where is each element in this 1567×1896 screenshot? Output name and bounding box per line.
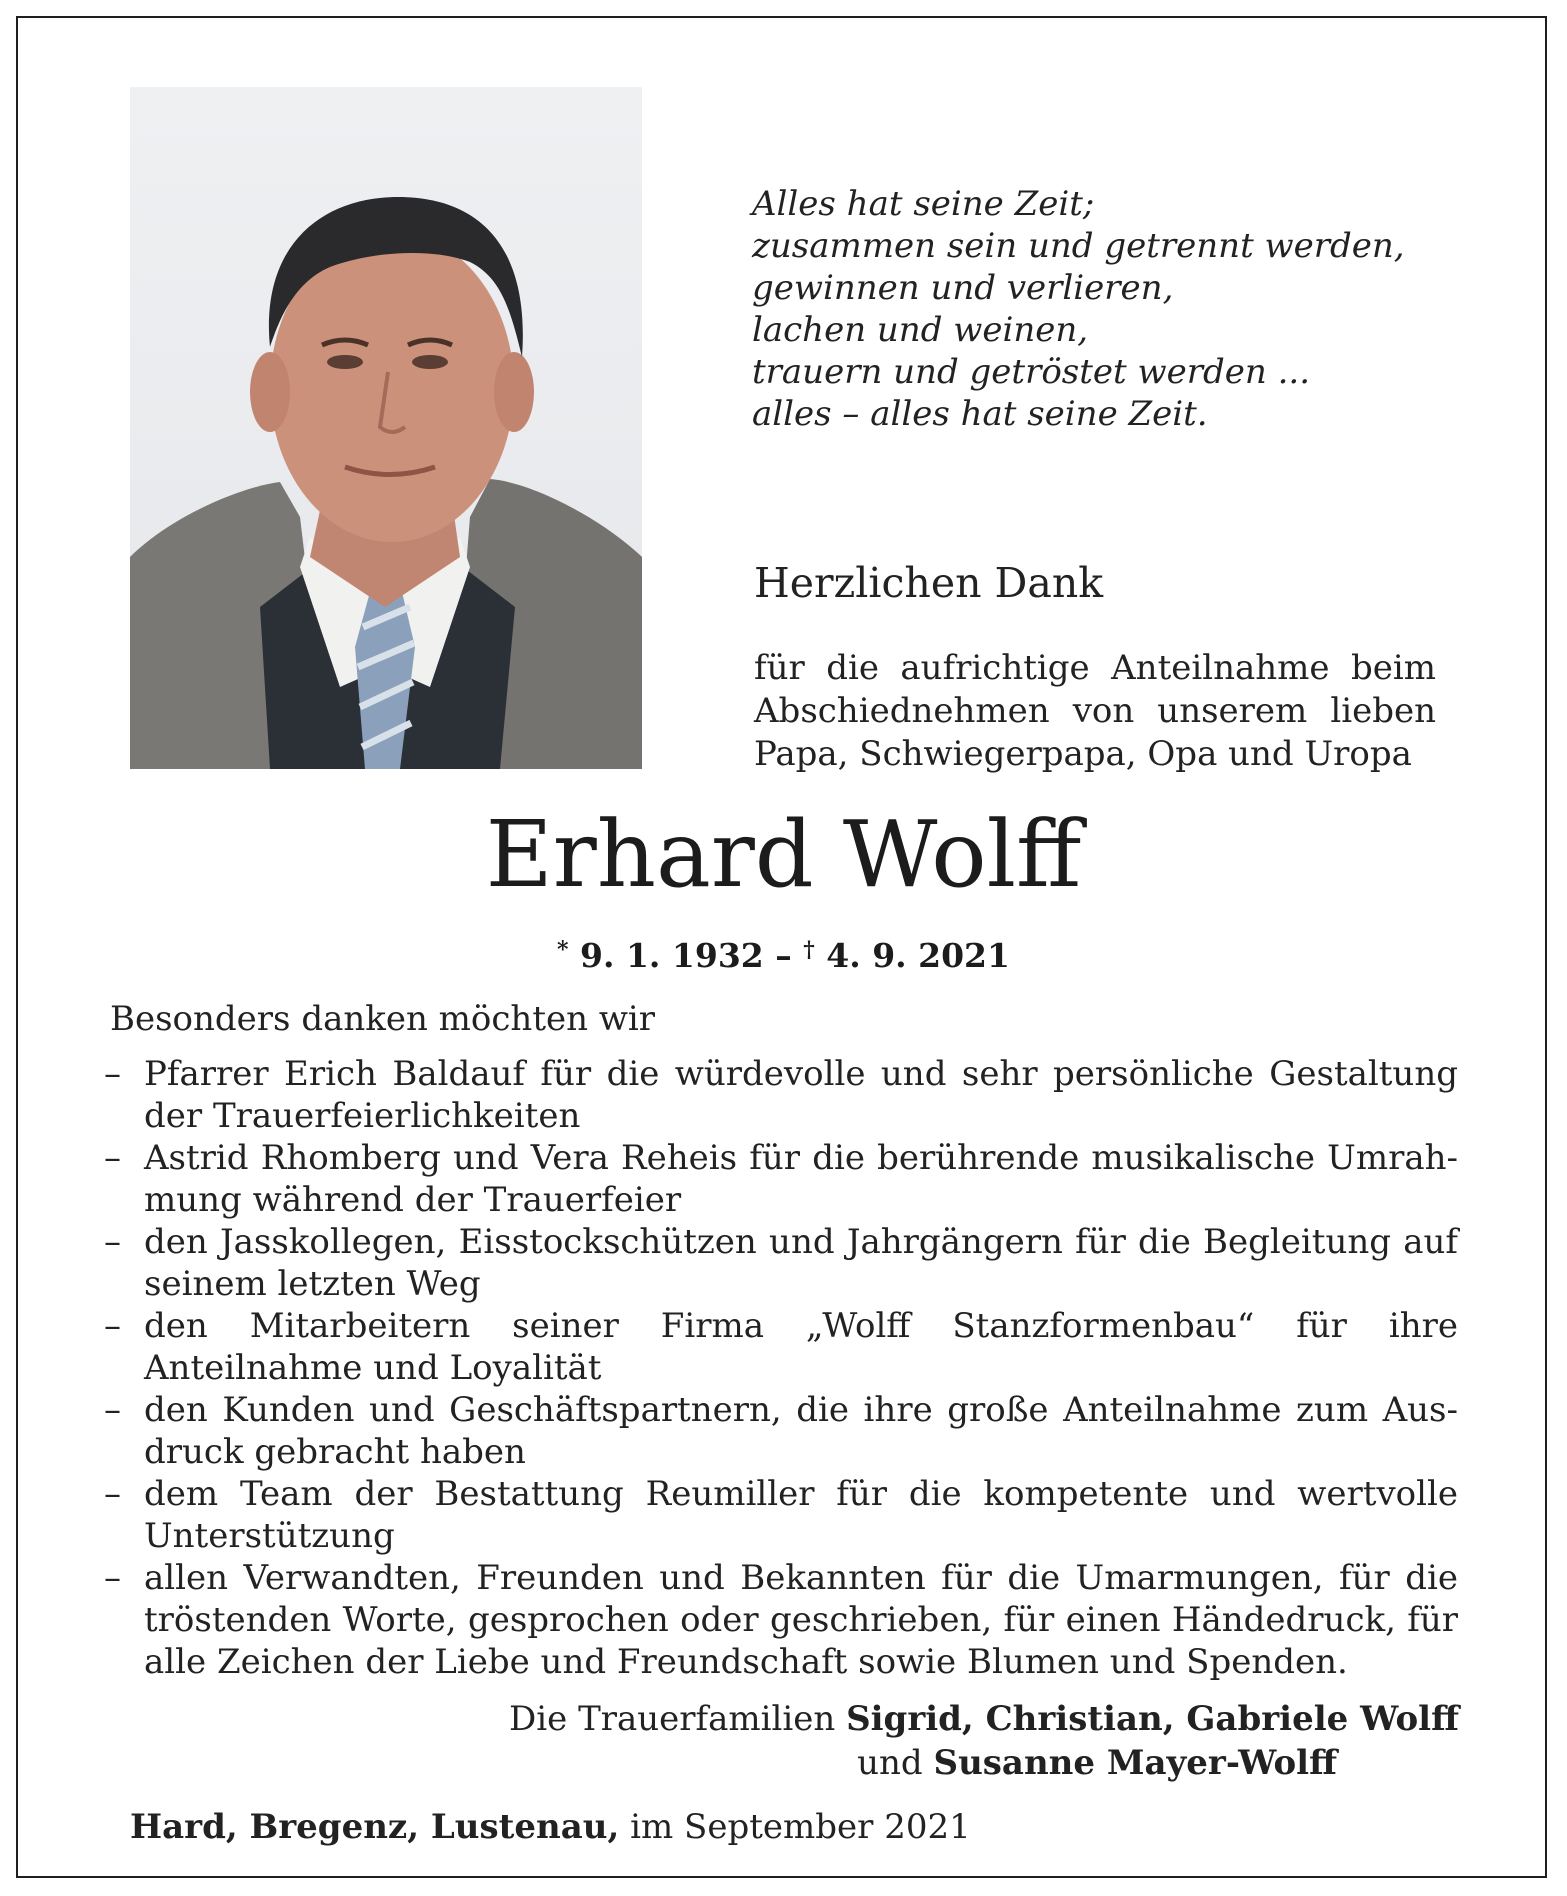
signature-line-2 (857, 1742, 1337, 1784)
signature-conj: und (857, 1743, 934, 1783)
list-dash: – (104, 1138, 121, 1178)
list-item (104, 1389, 1458, 1473)
poem-line: gewinnen und verlieren, (752, 268, 1174, 308)
list-item-text: Pfarrer Erich Baldauf für die würdevolle und sehr persönliche Gestaltung der Trauerfeierlichkeiten (144, 1054, 1458, 1136)
signature-names-1: Sigrid, Christian, Gabriele Wolff (846, 1699, 1459, 1739)
poem (752, 183, 1452, 435)
poem-line: trauern und getröstet werden ... (752, 352, 1310, 392)
death-date: 4. 9. 2021 (826, 936, 1010, 975)
list-dash: – (104, 1390, 121, 1430)
signature-prefix: Die Trauerfamilien (509, 1699, 847, 1739)
place-month: im September 2021 (619, 1807, 971, 1847)
date-separator: – (763, 936, 804, 975)
place-towns: Hard, Bregenz, Lustenau, (130, 1807, 620, 1847)
signature-names-2: Susanne Mayer-Wolff (933, 1743, 1337, 1783)
list-item-text: den Jasskollegen, Eisstockschützen und Jahrgängern für die Begleitung auf seinem letzten Weg (144, 1222, 1458, 1304)
intro-line: Papa, Schwiegerpapa, Opa und Uropa (754, 734, 1412, 774)
list-dash: – (104, 1222, 121, 1262)
intro-text (754, 647, 1436, 776)
list-item (104, 1221, 1458, 1305)
list-item (104, 1053, 1458, 1137)
list-dash: – (104, 1306, 121, 1346)
list-item (104, 1305, 1458, 1389)
thanks-heading: Herzlichen Dank (754, 559, 1104, 607)
list-item-text: den Kunden und Geschäftspartnern, die ihre große Anteilnahme zum Ausdruck gebracht haben (144, 1390, 1458, 1472)
portrait-illustration (130, 87, 642, 769)
birth-date: 9. 1. 1932 (580, 936, 764, 975)
list-item-text: dem Team der Bestattung Reumiller für die kompetente und wertvolle Unterstützung (144, 1474, 1458, 1556)
list-item-text: den Mitarbeitern seiner Firma „Wolff Stanzformenbau“ für ihre Anteilnahme und Loyalität (144, 1306, 1458, 1388)
death-mark: † (803, 937, 815, 963)
portrait-photo (130, 87, 642, 769)
thanks-list (104, 1053, 1458, 1683)
list-dash: – (104, 1558, 121, 1598)
list-item (104, 1557, 1458, 1683)
life-dates (0, 930, 1567, 976)
signature-line-1 (509, 1698, 1459, 1740)
list-item-text: allen Verwandten, Freunden und Bekannten für die Umarmungen, für die tröstenden Worte, gesprochen oder geschrieben, für einen Händedruck, für alle Zeichen der Liebe und Freundschaft sowie Blumen und Spenden. (144, 1558, 1458, 1682)
list-item (104, 1137, 1458, 1221)
thanks-lead: Besonders danken möchten wir (110, 999, 656, 1039)
poem-line: Alles hat seine Zeit; (752, 184, 1095, 224)
list-item-text: Astrid Rhomberg und Vera Reheis für die berührende musikalische Umrahmung während der Trauerfeier (144, 1138, 1458, 1220)
poem-line: alles – alles hat seine Zeit. (752, 394, 1208, 434)
birth-mark: * (557, 937, 569, 963)
poem-line: lachen und weinen, (752, 310, 1089, 350)
place-date (130, 1806, 971, 1848)
intro-line: Abschiednehmen von unserem lieben (754, 691, 1436, 731)
list-dash: – (104, 1474, 121, 1514)
poem-line: zusammen sein und getrennt werden, (752, 226, 1405, 266)
intro-line: für die aufrichtige Anteilnahme beim (754, 648, 1436, 688)
list-item (104, 1473, 1458, 1557)
deceased-name: Erhard Wolff (485, 801, 1082, 908)
list-dash: – (104, 1054, 121, 1094)
